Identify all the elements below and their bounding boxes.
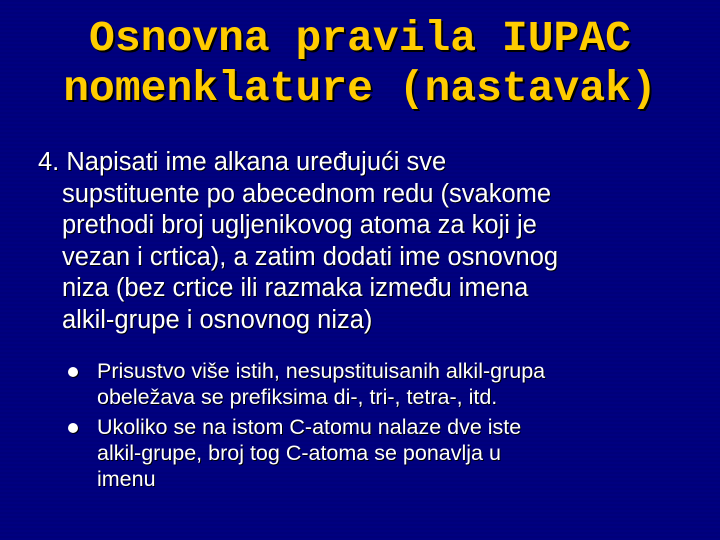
bullet-dot-icon [68,367,78,377]
bullet-line: Prisustvo više istih, nesupstituisanih alkil-grupa [97,359,546,383]
bullet-line: alkil-grupe, broj tog C-atoma se ponavlja u [97,441,501,465]
main-point-line: 4. Napisati ime alkana uređujući sve [38,148,447,176]
bullet-line: Ukoliko se na istom C-atomu nalaze dve iste [97,415,522,439]
main-point-line: niza (bez crtice ili razmaka između imena [62,274,529,302]
sub-bullet-item [66,358,716,410]
main-point [38,147,718,336]
bullet-line: obeležava se prefiksima di-, tri-, tetra-, itd. [97,385,498,409]
main-point-line: prethodi broj ugljenikovog atoma za koji je [62,211,537,239]
slide-title [0,14,720,114]
sub-bullet-list [66,358,716,496]
bullet-line: imenu [97,467,156,491]
main-point-line: vezan i crtica), a zatim dodati ime osnovnog [62,242,559,271]
bullet-dot-icon [68,423,78,433]
main-point-line: supstituente po abecednom redu (svakome [62,179,552,208]
slide-title-line-1: Osnovna pravila IUPAC [89,14,631,63]
slide-title-line-2: nomenklature (nastavak) [63,64,657,113]
sub-bullet-item [66,414,716,492]
main-point-line: alkil-grupe i osnovnog niza) [62,305,373,334]
